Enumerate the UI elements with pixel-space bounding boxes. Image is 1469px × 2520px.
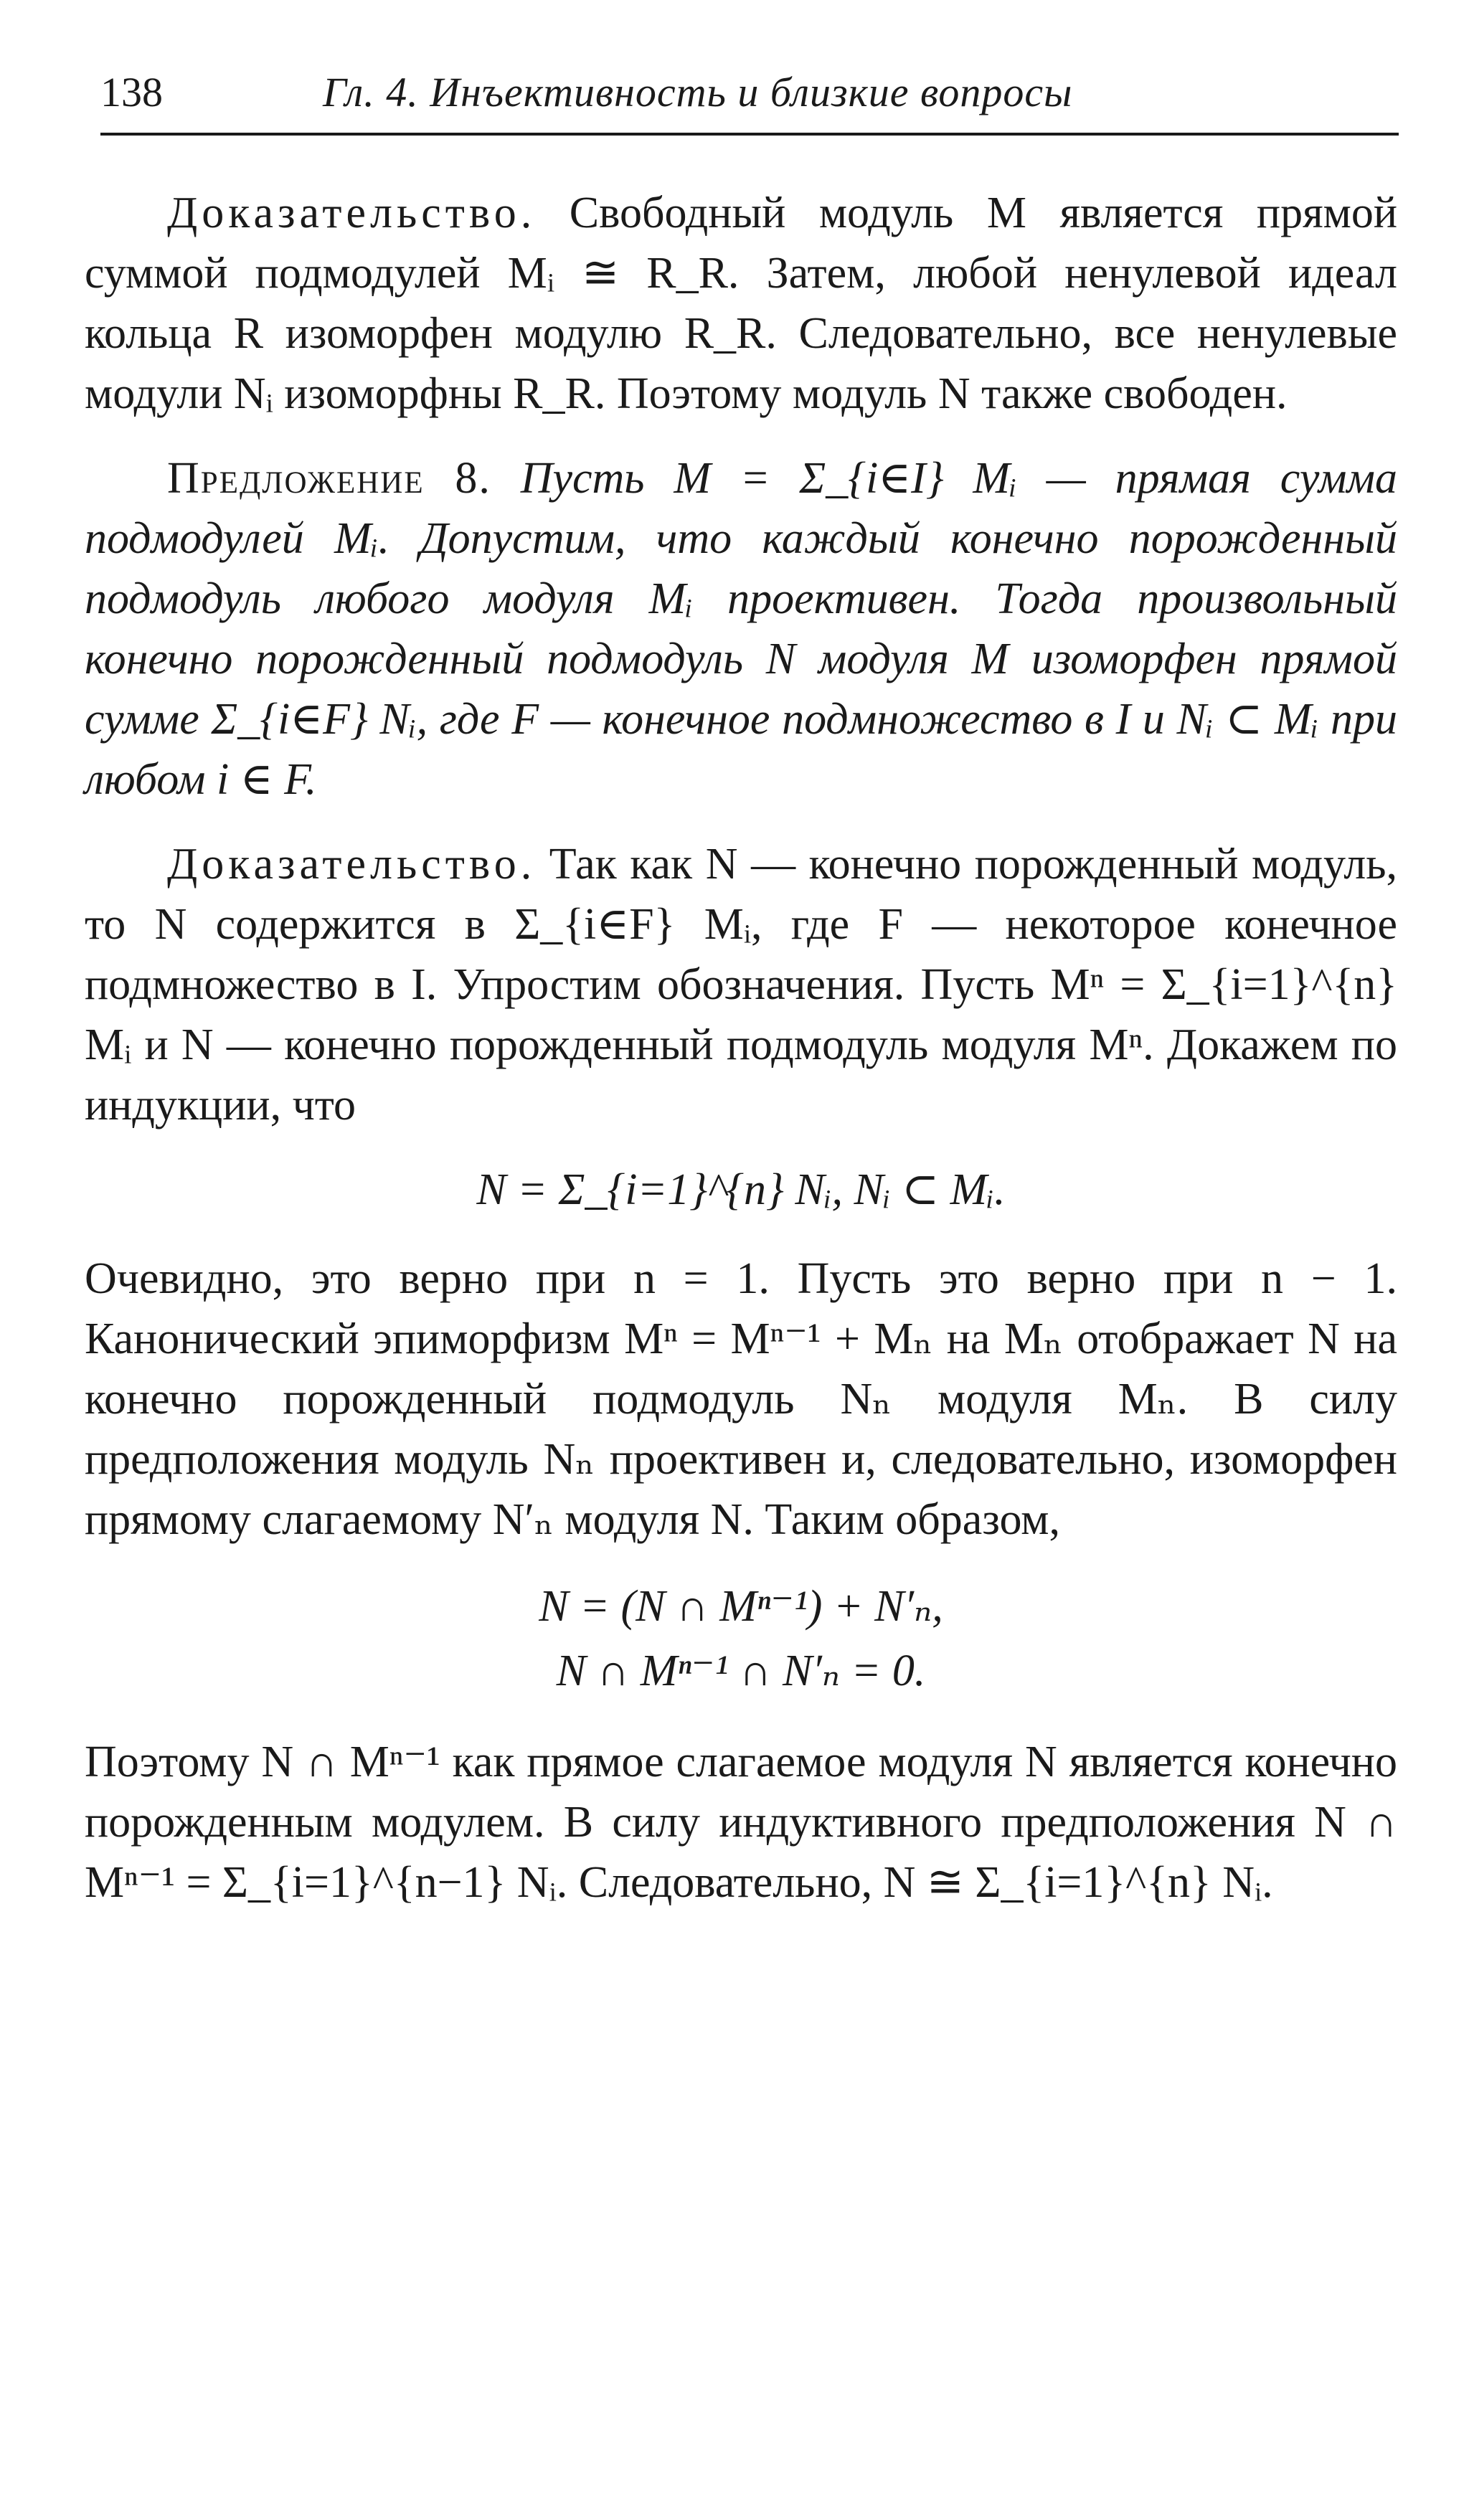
equation-direct-sum: N = (N ∩ Mⁿ⁻¹) + N′ₙ, [539,1582,943,1631]
proof-paragraph-1 [85,183,1397,424]
proposition-paragraph [85,448,1397,810]
equation-intersection-zero: N ∩ Mⁿ⁻¹ ∩ N′ₙ = 0. [556,1647,926,1695]
equation-sum-decomposition: N = Σ_{i=1}^{n} Nᵢ, Nᵢ ⊂ Mᵢ. [476,1165,1006,1214]
proposition-heading: Предложение 8. [167,454,491,503]
page-body [85,183,1397,1937]
display-equation-1 [85,1160,1397,1220]
conclusion-paragraph [85,1732,1397,1913]
induction-paragraph [85,1249,1397,1550]
page-header [100,68,1399,136]
proposition-text: Пусть M = Σ_{i∈I} Mᵢ — прямая сумма подмодулей Mᵢ. Допустим, что каждый конечно порожденный подмодуль любого модуля Mᵢ проективен. Тогда произвольный конечно порожденный подмодуль N модуля M изоморфен прямой сумме Σ_{i∈F} Nᵢ, где F — конечное подмножество в I и Nᵢ ⊂ Mᵢ при любом i ∈ F. [85,454,1397,804]
conclusion-text: Поэтому N ∩ Mⁿ⁻¹ как прямое слагаемое модуля N является конечно порожденным модулем. В силу индуктивного предположения N ∩ Mⁿ⁻¹ = Σ_{i=1}^{n−1} Nᵢ. Следовательно, N ≅ Σ_{i=1}^{n} Nᵢ. [85,1738,1397,1907]
proof-heading: Доказательство. [167,189,537,237]
page-number: 138 [100,69,163,115]
proof-heading: Доказательство. [167,840,537,889]
proof-text: Так как N — конечно порожденный модуль, то N содержится в Σ_{i∈F} Mᵢ, где F — некоторое конечное подмножество в I. Упростим обозначения. Пусть Mⁿ = Σ_{i=1}^{n} Mᵢ и N — конечно порожденный подмодуль модуля Mⁿ. Докажем по индукции, что [85,840,1397,1129]
proof-paragraph-2 [85,834,1397,1135]
running-title: Гл. 4. Инъективность и близкие вопросы [323,69,1073,115]
proof-text: Свободный модуль M является прямой суммой подмодулей Mᵢ ≅ R_R. Затем, любой ненулевой идеал кольца R изоморфен модулю R_R. Следовательно, все ненулевые модули Nᵢ изоморфны R_R. Поэтому модуль N также свободен. [85,189,1397,418]
induction-text: Очевидно, это верно при n = 1. Пусть это верно при n − 1. Канонический эпиморфизм Mⁿ = Mⁿ⁻¹ + Mₙ на Mₙ отображает N на конечно порожденный подмодуль Nₙ модуля Mₙ. В силу предположения модуль Nₙ проективен и, следовательно, изоморфен прямому слагаемому N′ₙ модуля N. Таким образом, [85,1254,1397,1544]
display-equation-2 [85,1574,1397,1703]
